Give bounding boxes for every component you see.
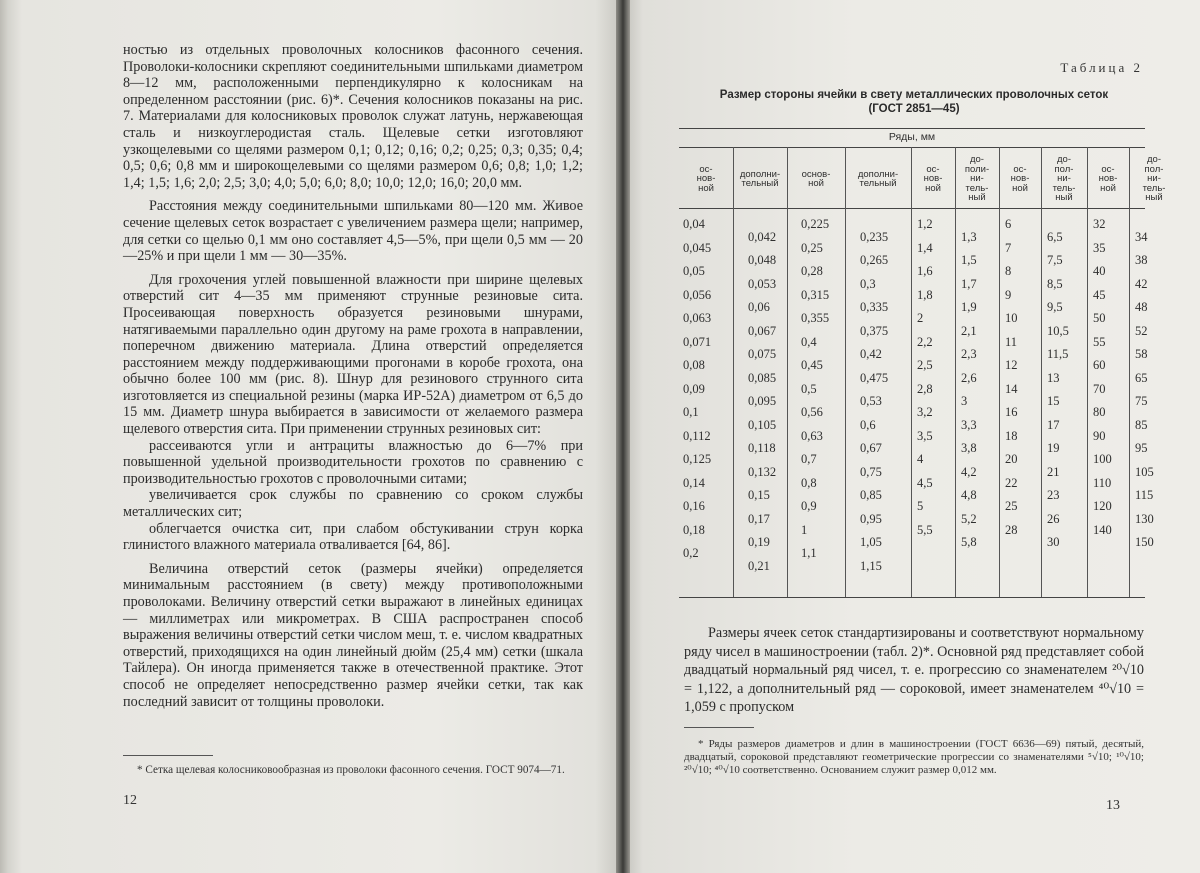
table-cell: 3 bbox=[961, 394, 968, 409]
table-cell: 0,7 bbox=[801, 452, 817, 466]
footnote-rule bbox=[123, 755, 213, 756]
table-cell: 0,63 bbox=[801, 428, 823, 443]
column-divider bbox=[911, 147, 912, 597]
table-cell: 2,5 bbox=[917, 358, 933, 372]
table-cell: 9,5 bbox=[1047, 300, 1063, 315]
table-cell: 130 bbox=[1135, 511, 1154, 526]
table-cell: 105 bbox=[1135, 464, 1154, 479]
table-cell: 7 bbox=[1005, 240, 1012, 255]
paragraph-2: Расстояния между соединительными шпильками 80—120 мм. Живое сечение щелевых сеток возрастает с увеличением размера щели; например, для сетки со щелью 0,1 мм оно составляет 4,5—5%, при щели 0,5 мм — 20—25% и при щели 1 мм — 30—35%. bbox=[123, 198, 583, 265]
table-cell: 0,2 bbox=[683, 546, 699, 560]
table-cell: 9 bbox=[1005, 287, 1012, 302]
table-cell: 0,85 bbox=[860, 488, 882, 503]
table-cell: 2,3 bbox=[961, 347, 977, 362]
table-cell: 1,2 bbox=[917, 217, 933, 231]
table-cell: 0,8 bbox=[801, 475, 817, 490]
table-cell: 8 bbox=[1005, 264, 1012, 278]
table-cell: 50 bbox=[1093, 311, 1106, 325]
right-text-part-1: Размеры ячеек сеток стандартизированы и соответствуют нормальному ряду чисел в машиностроении (табл. 2)*. Основной ряд представляет собой двадцатый нормальный ряд чисел, т. е. прогрессию со знаменателем bbox=[684, 625, 1144, 678]
table-cell: 40 bbox=[1093, 264, 1106, 278]
paragraph-1: ностью из отдельных проволочных колосников фасонного сечения. Проволоки-колосники скрепляют соединительными шпильками диаметром 8—12 мм, расположенными перпендикулярно к колосникам на определенном расстоянии (рис. 6)*. Сечения колосников показаны на рис. 7. Материалами для колосниковых проволок служат латунь, нержавеющая сталь и низкоуглеродистая сталь. Щелевые сетки изготовляют узкощелевыми со щелями размером 0,1; 0,12; 0,16; 0,2; 0,25; 0,3; 0,35; 0,4; 0,5; 0,6; 0,8 мм и широкощелевыми со щелями размером 0,6; 0,8; 1,0; 1,2; 1,4; 1,5; 1,6; 2,0; 2,5; 3,0; 4,0; 5,0; 6,0; 8,0; 10,0; 12,0; 16,0; 20,0 мм. bbox=[123, 42, 583, 191]
table-cell: 0,95 bbox=[860, 511, 882, 526]
table-cell: 2,2 bbox=[917, 334, 933, 349]
table-cell: 0,355 bbox=[801, 311, 830, 325]
table-cell: 11,5 bbox=[1047, 347, 1069, 362]
table-cell: 22 bbox=[1005, 475, 1018, 490]
table-cell: 0,475 bbox=[860, 370, 889, 385]
table-cell: 2,8 bbox=[917, 381, 933, 396]
table-cell: 0,063 bbox=[683, 311, 712, 325]
column-divider bbox=[1041, 147, 1042, 597]
table-cell: 1,05 bbox=[860, 535, 882, 550]
right-text-part-2: , а дополнительный ряд — сороковой, имеет знаменателем bbox=[728, 680, 1094, 697]
table-cell: 5,5 bbox=[917, 522, 933, 537]
column-header: дополни- тельный bbox=[857, 168, 899, 189]
table-cell: 0,225 bbox=[801, 217, 830, 231]
table-cell: 0,25 bbox=[801, 240, 823, 255]
table-cell: 0,6 bbox=[860, 417, 876, 432]
table-cell: 48 bbox=[1135, 300, 1148, 315]
table-cell: 0,17 bbox=[748, 511, 770, 526]
table-cell: 120 bbox=[1093, 499, 1112, 513]
table-title-line-2: (ГОСТ 2851—45) bbox=[868, 103, 960, 115]
table-cell: 75 bbox=[1135, 394, 1148, 409]
table-cell: 58 bbox=[1135, 347, 1148, 362]
table-cell: 110 bbox=[1093, 475, 1112, 490]
table-cell: 0,3 bbox=[860, 276, 876, 291]
table-cell: 0,18 bbox=[683, 522, 705, 537]
table-cell: 0,315 bbox=[801, 287, 830, 302]
table-cell: 0,1 bbox=[683, 405, 699, 419]
rows-header: Ряды, мм bbox=[888, 131, 936, 143]
table-cell: 3,2 bbox=[917, 405, 933, 419]
table-cell: 28 bbox=[1005, 522, 1018, 537]
table-cell: 2,6 bbox=[961, 370, 977, 385]
column-divider bbox=[845, 147, 846, 597]
table-rule bbox=[679, 128, 1145, 129]
table-cell: 0,06 bbox=[748, 300, 770, 315]
table-cell: 0,5 bbox=[801, 381, 817, 396]
table-cell: 0,42 bbox=[860, 347, 882, 362]
right-footnote-rule bbox=[684, 727, 754, 728]
table-cell: 1,4 bbox=[917, 240, 933, 255]
table-cell: 1,3 bbox=[961, 229, 977, 244]
table-cell: 0,15 bbox=[748, 488, 770, 503]
column-header: до- пол- ни- тель- ный bbox=[1142, 154, 1166, 204]
table-rule bbox=[679, 208, 1145, 209]
table-cell: 0,075 bbox=[748, 347, 777, 362]
table-cell: 0,335 bbox=[860, 300, 889, 315]
table-rule bbox=[679, 597, 1145, 598]
table-cell: 90 bbox=[1093, 428, 1106, 443]
paragraph-4: рассеиваются угли и антрациты влажностью до 6—7% при повышенной удельной производительности грохотов по сравнению с производительностью грохотов с проволочными ситами; bbox=[123, 437, 583, 487]
table-cell: 140 bbox=[1093, 522, 1112, 537]
table-cell: 10 bbox=[1005, 311, 1018, 325]
table-cell: 0,16 bbox=[683, 499, 705, 513]
table-cell: 11 bbox=[1005, 334, 1018, 349]
table-cell: 5,8 bbox=[961, 535, 977, 550]
right-body-text bbox=[684, 624, 1144, 717]
table-cell: 1,15 bbox=[860, 558, 882, 573]
table-cell: 13 bbox=[1047, 370, 1060, 385]
table-cell: 32 bbox=[1093, 217, 1106, 231]
paragraph-7: Величина отверстий сеток (размеры ячейки) определяется минимальным расстоянием (в свету) между противоположными проволоками. Величину отверстий сетки выражают в линейных единицах — миллиметрах или микрометрах. В США распространен способ выражения величины отверстий сетки числом меш, т. е. числом квадратных отверстий, приходящихся на один линейный дюйм (25,4 мм) сетки (шкала Тайлера). Он иногда применяется также в отечественной практике. Этот способ не определяет непосредственно размер ячейки сетки, так как последний зависит от толщины проволоки. bbox=[123, 560, 583, 710]
table-cell: 4 bbox=[917, 452, 924, 466]
table-cell: 34 bbox=[1135, 229, 1148, 244]
table-cell: 23 bbox=[1047, 488, 1060, 503]
table-cell: 21 bbox=[1047, 464, 1060, 479]
table-cell: 38 bbox=[1135, 253, 1148, 268]
table-cell: 0,095 bbox=[748, 394, 777, 409]
table-cell: 26 bbox=[1047, 511, 1060, 526]
table-cell: 0,265 bbox=[860, 253, 889, 268]
table-cell: 115 bbox=[1135, 488, 1154, 503]
table-cell: 0,045 bbox=[683, 240, 712, 255]
table-cell: 0,05 bbox=[683, 264, 705, 278]
table-cell: 52 bbox=[1135, 323, 1148, 338]
table-cell: 4,8 bbox=[961, 488, 977, 503]
table-cell: 45 bbox=[1093, 287, 1106, 302]
table-label: Таблица 2 bbox=[1060, 60, 1143, 75]
table-cell: 2 bbox=[917, 311, 924, 325]
table-cell: 0,04 bbox=[683, 217, 705, 231]
table-cell: 0,4 bbox=[801, 334, 817, 349]
paragraph-5: увеличивается срок службы по сравнению со сроком службы металлических сит; bbox=[123, 487, 583, 521]
table-cell: 17 bbox=[1047, 417, 1060, 432]
table-cell: 0,53 bbox=[860, 394, 882, 409]
page-number-right: 13 bbox=[1106, 798, 1120, 813]
table-cell: 0,085 bbox=[748, 370, 777, 385]
book-gutter bbox=[616, 0, 630, 873]
table-cell: 1 bbox=[801, 522, 808, 537]
size-table bbox=[679, 128, 1166, 598]
column-divider bbox=[733, 147, 734, 597]
table-cell: 16 bbox=[1005, 405, 1018, 419]
right-page bbox=[627, 0, 1200, 873]
table-cell: 0,125 bbox=[683, 452, 712, 466]
table-cell: 55 bbox=[1093, 334, 1106, 349]
table-cell: 1,6 bbox=[917, 264, 933, 278]
table-cell: 6 bbox=[1005, 217, 1012, 231]
column-header: ос- нов- ной bbox=[696, 163, 716, 194]
table-cell: 19 bbox=[1047, 441, 1060, 456]
table-cell: 0,053 bbox=[748, 276, 777, 291]
column-header: ос- нов- ной bbox=[1010, 163, 1030, 194]
table-cell: 0,14 bbox=[683, 475, 705, 490]
column-divider bbox=[955, 147, 956, 597]
table-cell: 0,75 bbox=[860, 464, 882, 479]
table-cell: 95 bbox=[1135, 441, 1148, 456]
table-cell: 0,56 bbox=[801, 405, 823, 419]
column-header: ос- нов- ной bbox=[1098, 163, 1118, 194]
table-cell: 0,112 bbox=[683, 428, 711, 443]
left-footnote: * Сетка щелевая колосниковообразная из проволоки фасонного сечения. ГОСТ 9074—71. bbox=[137, 764, 565, 776]
column-divider bbox=[1129, 147, 1130, 597]
table-cell: 5,2 bbox=[961, 511, 977, 526]
table-cell: 25 bbox=[1005, 499, 1018, 513]
column-header: до- пол- ни- тель- ный bbox=[1052, 154, 1076, 204]
table-cell: 70 bbox=[1093, 381, 1106, 396]
table-cell: 60 bbox=[1093, 358, 1106, 372]
table-cell: 0,048 bbox=[748, 253, 777, 268]
table-cell: 35 bbox=[1093, 240, 1106, 255]
table-cell: 18 bbox=[1005, 428, 1018, 443]
column-header: до- поли- ни- тель- ный bbox=[964, 154, 990, 204]
page-number-left: 12 bbox=[123, 793, 137, 808]
table-cell: 0,235 bbox=[860, 229, 889, 244]
table-cell: 0,067 bbox=[748, 323, 777, 338]
paragraph-6: облегчается очистка сит, при слабом обстукивании струн корка глинистого влажного материала отваливается [64, 86]. bbox=[123, 520, 583, 554]
table-cell: 100 bbox=[1093, 452, 1112, 466]
table-cell: 150 bbox=[1135, 535, 1154, 550]
column-divider bbox=[787, 147, 788, 597]
table-cell: 5 bbox=[917, 499, 924, 513]
table-cell: 20 bbox=[1005, 452, 1018, 466]
table-cell: 1,5 bbox=[961, 253, 977, 268]
table-cell: 3,3 bbox=[961, 417, 977, 432]
column-header: ос- нов- ной bbox=[923, 163, 943, 194]
table-cell: 0,28 bbox=[801, 264, 823, 278]
table-cell: 65 bbox=[1135, 370, 1148, 385]
table-cell: 0,08 bbox=[683, 358, 705, 372]
table-cell: 3,8 bbox=[961, 441, 977, 456]
table-cell: 0,9 bbox=[801, 499, 817, 513]
table-cell: 1,8 bbox=[917, 287, 933, 302]
table-cell: 1,9 bbox=[961, 300, 977, 315]
table-cell: 4,2 bbox=[961, 464, 977, 479]
table-rule bbox=[679, 147, 1145, 148]
table-cell: 0,071 bbox=[683, 334, 712, 349]
table-title-line-1: Размер стороны ячейки в свету металлических проволочных сеток bbox=[719, 89, 1109, 101]
table-cell: 2,1 bbox=[961, 323, 977, 338]
right-footnote: * Ряды размеров диаметров и длин в машиностроении (ГОСТ 6636—69) пятый, десятый, двадцатый, сороковой представляют геометрические прогрессии со знаменателями ⁵√10; ¹⁰√10; ²⁰√10; ⁴⁰√10 соответственно. Основанием служит размер 0,012 мм. bbox=[684, 738, 1144, 777]
table-cell: 14 bbox=[1005, 381, 1018, 396]
table-cell: 3,5 bbox=[917, 428, 933, 443]
table-cell: 8,5 bbox=[1047, 276, 1063, 291]
paragraph-3: Для грохочения углей повышенной влажности при ширине щелевых отверстий сит 4—35 мм применяют струнные резиновые сита. Просеивающая поверхность образуется резиновыми шнурами, натягиваемыми параллельно один другому на раме грохота в направлении, поперечном движению материала. Длина отверстий определяется расстоянием между поддерживающими прогонами в коробе грохота, она обычно более 100 мм (рис. 8). Шнур для резинового струнного сита изготовляется из специальной резины (марка ИР-52А) диаметром от 6,5 до 15 мм. Диаметр шнура выбирается в зависимости от желаемого размера щелевого отверстия сита. При применении струнных резиновых сит: bbox=[123, 271, 583, 438]
table-cell: 42 bbox=[1135, 276, 1148, 291]
column-divider bbox=[999, 147, 1000, 597]
table-cell: 0,09 bbox=[683, 381, 705, 396]
table-cell: 0,21 bbox=[748, 558, 770, 573]
column-header: дополни- тельный bbox=[739, 168, 781, 189]
table-cell: 0,67 bbox=[860, 441, 882, 456]
table-cell: 4,5 bbox=[917, 475, 933, 490]
table-cell: 0,056 bbox=[683, 287, 712, 302]
column-header: основ- ной bbox=[801, 168, 831, 189]
table-cell: 0,042 bbox=[748, 229, 777, 244]
table-cell: 1,7 bbox=[961, 276, 977, 291]
table-cell: 1,1 bbox=[801, 546, 817, 560]
table-cell: 0,375 bbox=[860, 323, 889, 338]
table-cell: 85 bbox=[1135, 417, 1148, 432]
formula-40th-root: ⁴⁰√10 = 1,059 bbox=[684, 680, 1144, 715]
column-divider bbox=[1087, 147, 1088, 597]
table-title bbox=[684, 88, 1144, 116]
table-cell: 0,45 bbox=[801, 358, 823, 372]
table-cell: 0,105 bbox=[748, 417, 777, 432]
right-text-part-3: с пропуском bbox=[719, 699, 795, 715]
table-cell: 0,132 bbox=[748, 464, 777, 479]
table-cell: 12 bbox=[1005, 358, 1018, 372]
table-cell: 80 bbox=[1093, 405, 1106, 419]
table-cell: 30 bbox=[1047, 535, 1060, 550]
table-cell: 0,19 bbox=[748, 535, 770, 550]
left-body-text bbox=[123, 42, 583, 710]
table-cell: 15 bbox=[1047, 394, 1060, 409]
formula-20th-root: ²⁰√10 = 1,122 bbox=[684, 662, 1145, 697]
table-cell: 6,5 bbox=[1047, 229, 1063, 244]
table-cell: 0,118 bbox=[748, 441, 776, 456]
table-cell: 7,5 bbox=[1047, 253, 1063, 268]
table-cell: 10,5 bbox=[1047, 323, 1069, 338]
